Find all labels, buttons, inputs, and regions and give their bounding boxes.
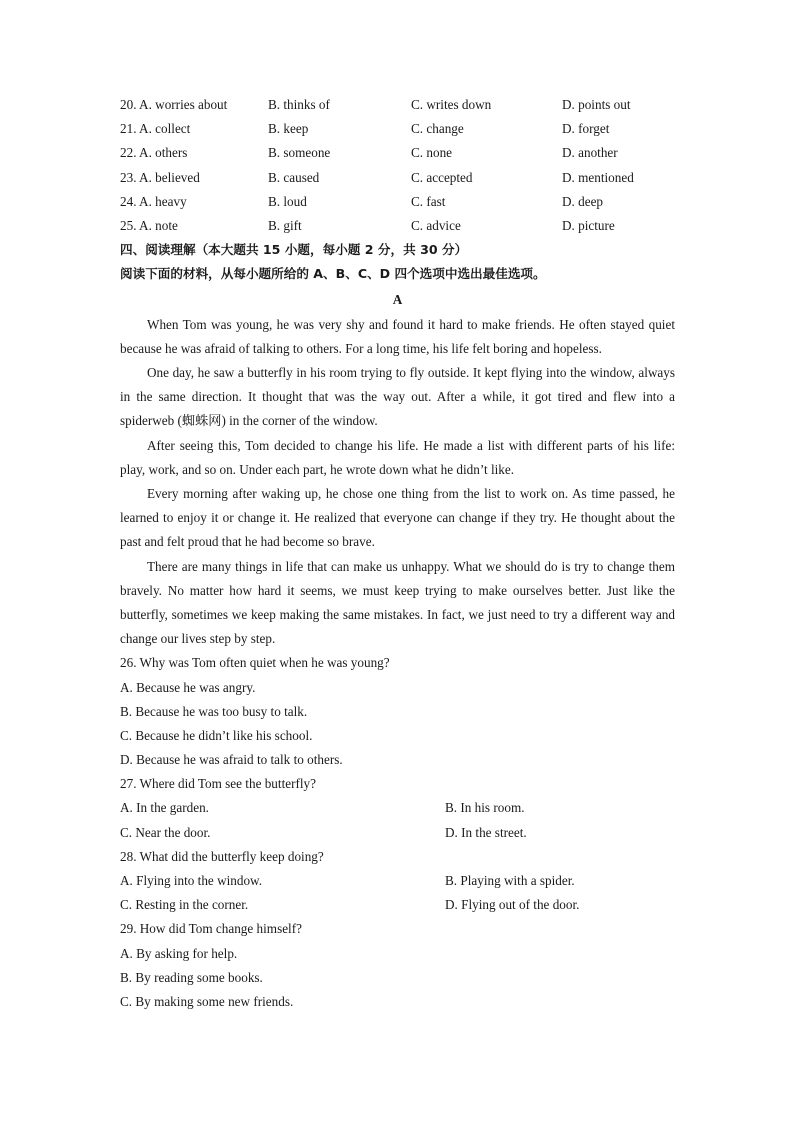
option-row bbox=[120, 141, 675, 165]
option-c: C. By making some new friends. bbox=[120, 993, 294, 1009]
option-b: B. caused bbox=[268, 169, 320, 185]
question-stem: 28. What did the butterfly keep doing? bbox=[120, 848, 324, 864]
option-a: 25. A. note bbox=[120, 217, 178, 233]
question-27 bbox=[120, 772, 675, 845]
option-a: 20. A. worries about bbox=[120, 97, 228, 112]
option-c: C. change bbox=[411, 121, 464, 137]
option-row bbox=[120, 821, 675, 845]
option-b: B. In his room. bbox=[445, 800, 525, 816]
option-b: B. gift bbox=[268, 217, 302, 233]
option-b: B. Because he was too busy to talk. bbox=[120, 703, 308, 719]
option-b: B. someone bbox=[268, 145, 331, 161]
option-d: D. Because he was afraid to talk to others. bbox=[120, 752, 343, 768]
option-c: C. none bbox=[411, 145, 453, 161]
option-a: 24. A. heavy bbox=[120, 193, 187, 209]
option-b: B. Playing with a spider. bbox=[445, 873, 575, 889]
question-stem: 26. Why was Tom often quiet when he was young? bbox=[120, 655, 390, 671]
option-c: C. Because he didn’t like his school. bbox=[120, 727, 313, 743]
option-c: C. advice bbox=[411, 217, 461, 233]
passage-title: A bbox=[392, 291, 403, 307]
option-d: D. mentioned bbox=[562, 169, 634, 185]
option-row bbox=[120, 166, 675, 190]
option-row bbox=[120, 117, 675, 141]
option-d: D. forget bbox=[562, 121, 610, 137]
option-c: C. writes down bbox=[411, 97, 492, 112]
option-b: B. By reading some books. bbox=[120, 969, 263, 985]
option-row bbox=[120, 893, 675, 917]
question-26 bbox=[120, 651, 675, 772]
option-d: D. deep bbox=[562, 193, 604, 209]
option-b: B. thinks of bbox=[268, 97, 330, 112]
option-c: C. fast bbox=[411, 193, 446, 209]
passage-paragraph: When Tom was young, he was very shy and found it hard to make friends. He often stayed quiet because he was afraid of talking to others. For a long time, his life felt boring and hopeless. bbox=[120, 316, 675, 356]
question-stem: 29. How did Tom change himself? bbox=[120, 921, 302, 937]
option-b: B. loud bbox=[268, 193, 307, 209]
question-29 bbox=[120, 917, 675, 1014]
question-28 bbox=[120, 845, 675, 918]
option-a: A. By asking for help. bbox=[120, 945, 238, 961]
option-c: C. Near the door. bbox=[120, 824, 211, 840]
option-a: A. Flying into the window. bbox=[120, 873, 263, 889]
option-d: D. points out bbox=[562, 97, 631, 112]
option-row bbox=[120, 190, 675, 214]
passage-paragraph: One day, he saw a butterfly in his room trying to fly outside. It kept flying into the window, always in the same direction. It thought that was the way out. After a while, it got tired and flew into a spiderweb (蜘蛛网) in the corner of the window. bbox=[120, 364, 675, 429]
passage-paragraph: Every morning after waking up, he chose one thing from the list to work on. As time passed, he learned to enjoy it or change it. He realized that everyone can change if they try. He thought about the past and felt proud that he had become so brave. bbox=[120, 485, 675, 550]
option-d: D. In the street. bbox=[445, 824, 527, 840]
option-a: 23. A. believed bbox=[120, 169, 200, 185]
option-row bbox=[120, 869, 675, 893]
question-stem: 27. Where did Tom see the butterfly? bbox=[120, 776, 316, 792]
section-heading: 四、阅读理解（本大题共 15 小题，每小题 2 分，共 30 分） bbox=[120, 242, 468, 258]
exam-page bbox=[120, 93, 675, 1014]
option-a: 22. A. others bbox=[120, 145, 188, 161]
option-c: C. accepted bbox=[411, 169, 473, 185]
option-d: D. picture bbox=[562, 217, 615, 233]
option-d: D. Flying out of the door. bbox=[445, 897, 580, 913]
option-row bbox=[120, 796, 675, 820]
option-row bbox=[120, 214, 675, 238]
option-c: C. Resting in the corner. bbox=[120, 897, 249, 913]
option-a: A. Because he was angry. bbox=[120, 679, 256, 695]
passage-paragraph: There are many things in life that can make us unhappy. What we should do is try to change them bravely. No matter how hard it seems, we must keep trying to make ourselves better. Just like the butterfly, sometimes we keep making the same mistakes. In fact, we just need to try a different way and change our lives step by step. bbox=[120, 558, 675, 647]
option-row bbox=[120, 93, 675, 117]
option-d: D. another bbox=[562, 145, 618, 161]
option-a: 21. A. collect bbox=[120, 121, 191, 137]
option-a: A. In the garden. bbox=[120, 800, 209, 816]
vocab-options-block bbox=[120, 93, 675, 238]
section-instruction: 阅读下面的材料，从每小题所给的 A、B、C、D 四个选项中选出最佳选项。 bbox=[120, 266, 546, 282]
passage-paragraph: After seeing this, Tom decided to change his life. He made a list with different parts of his life: play, work, and so on. Under each part, he wrote down what he didn’t like. bbox=[120, 437, 675, 477]
option-b: B. keep bbox=[268, 121, 309, 137]
